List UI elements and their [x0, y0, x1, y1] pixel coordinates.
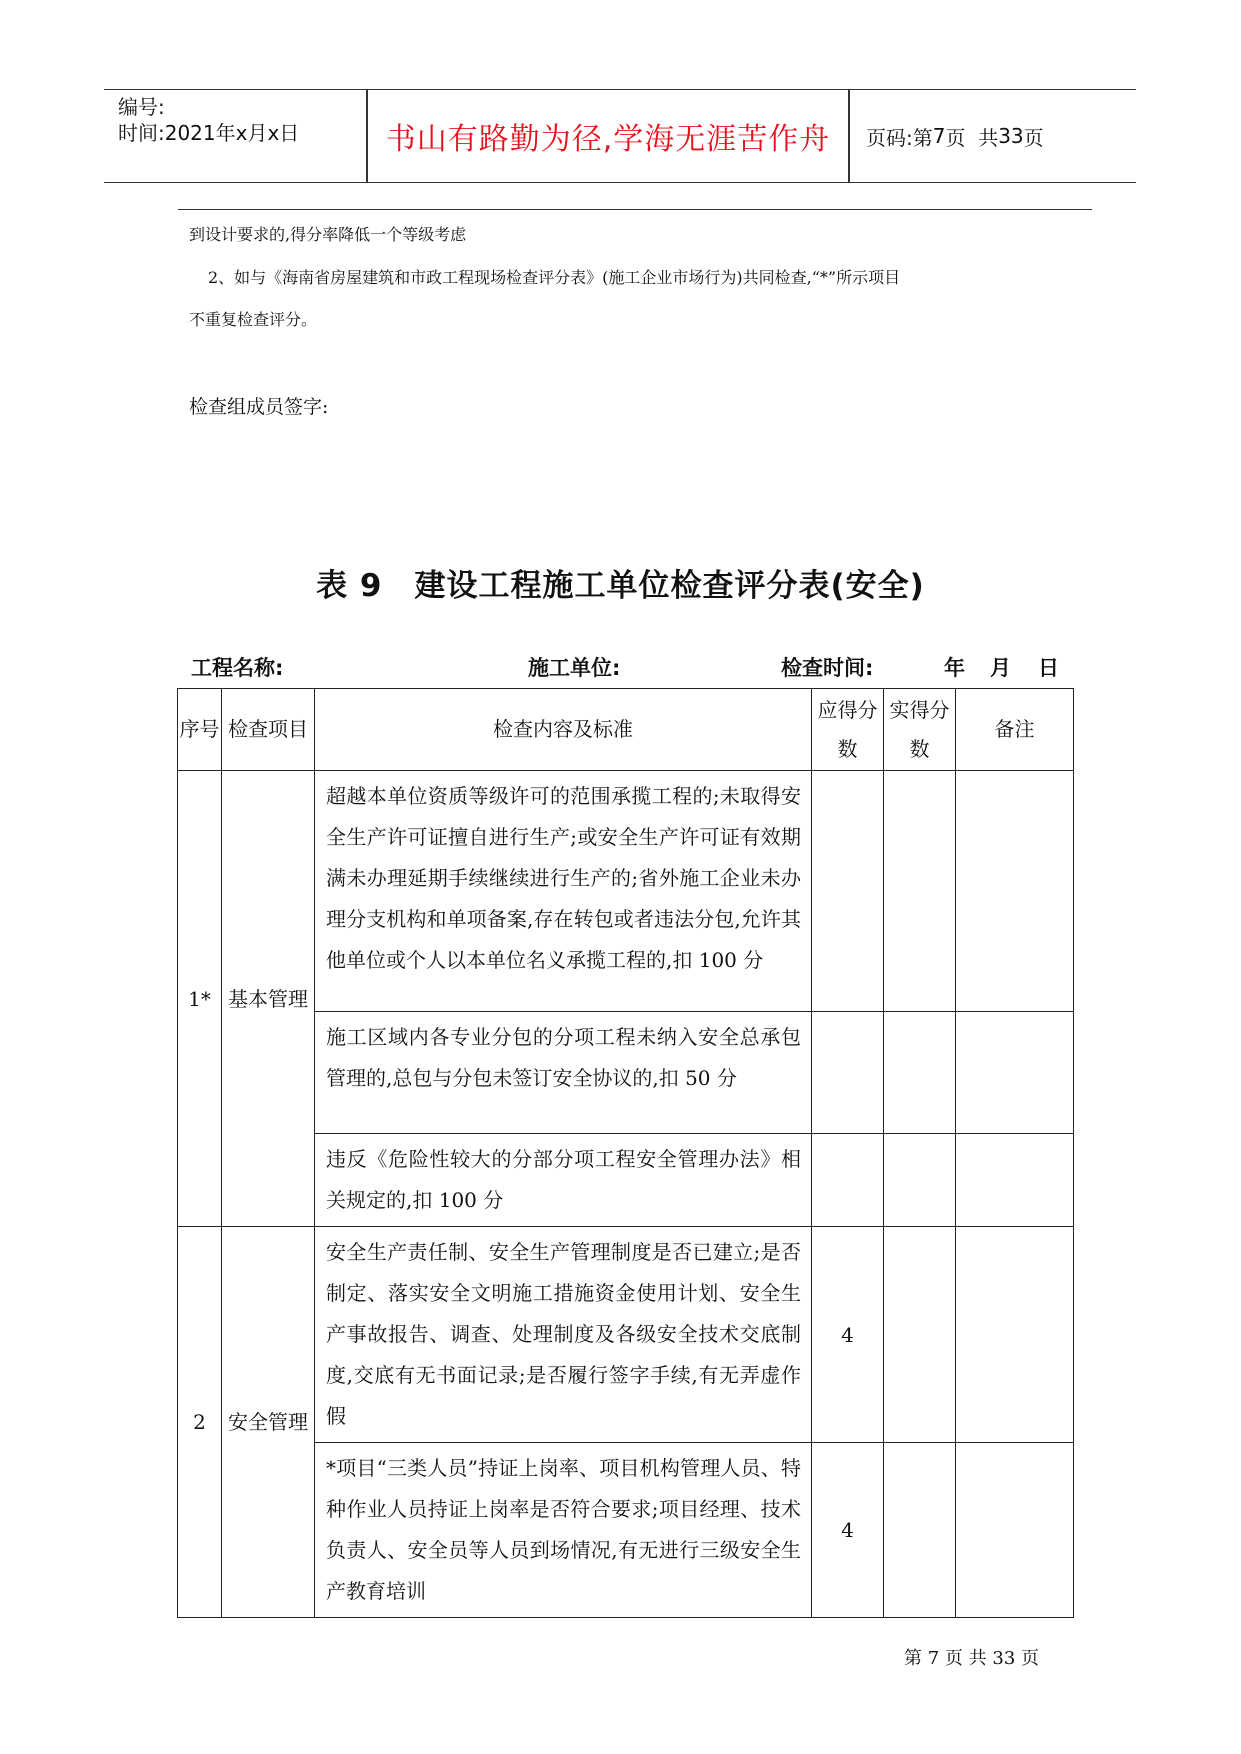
table-header-row: [178, 689, 1074, 771]
page-code-mid: 页 共: [945, 125, 999, 150]
cell-content: 违反《危险性较大的分部分项工程安全管理办法》相关规定的,扣 100 分: [315, 1134, 812, 1227]
footer-page-total: 33: [992, 1648, 1016, 1669]
cell-remark: [956, 1134, 1074, 1227]
cell-actual-score: [884, 1443, 956, 1618]
page-footer: [904, 1644, 1039, 1670]
header-item: 检查项目: [222, 689, 315, 771]
note-line-1: 到设计要求的,得分率降低一个等级考虑: [189, 225, 467, 244]
cell-seq: 2: [178, 1227, 222, 1618]
table-row: [178, 771, 1074, 1012]
header-due-score: 应得分数: [812, 689, 884, 771]
cell-due-score: 4: [812, 1227, 884, 1443]
header-remark: 备注: [956, 689, 1074, 771]
header-actual-score: 实得分数: [884, 689, 956, 771]
cell-due-score: 4: [812, 1443, 884, 1618]
year-label: 年: [944, 656, 965, 680]
project-name-label: 工程名称:: [191, 656, 284, 680]
cell-content: 安全生产责任制、安全生产管理制度是否已建立;是否制定、落实安全文明施工措施资金使用计划、安全生产事故报告、调查、处理制度及各级安全技术交底制度,交底有无书面记录;是否履行签字手续,有无弄虚作假: [315, 1227, 812, 1443]
cell-remark: [956, 1443, 1074, 1618]
cell-seq: 1*: [178, 771, 222, 1227]
footer-prefix: 第: [904, 1648, 922, 1669]
header-content: 检查内容及标准: [315, 689, 812, 771]
page-code-prefix: 页码:第: [866, 125, 933, 150]
header-divider: [848, 90, 850, 182]
cell-content: 超越本单位资质等级许可的范围承揽工程的;未取得安全生产许可证擅自进行生产;或安全生产许可证有效期满未办理延期手续继续进行生产的;省外施工企业未办理分支机构和单项备案,存在转包或者违法分包,允许其他单位或个人以本单位名义承揽工程的,扣 100 分: [315, 771, 812, 1012]
cell-content: 施工区域内各专业分包的分项工程未纳入安全总承包管理的,总包与分包未签订安全协议的,扣 50 分: [315, 1012, 812, 1134]
cell-actual-score: [884, 1134, 956, 1227]
cell-remark: [956, 1012, 1074, 1134]
cell-remark: [956, 771, 1074, 1012]
cell-remark: [956, 1227, 1074, 1443]
cell-actual-score: [884, 1012, 956, 1134]
page-code-total: 33: [998, 124, 1024, 148]
page-header: [104, 89, 1136, 183]
cell-content: *项目“三类人员”持证上岗率、项目机构管理人员、特种作业人员持证上岗率是否符合要求;项目经理、技术负责人、安全员等人员到场情况,有无进行三级安全生产教育培训: [315, 1443, 812, 1618]
cell-due-score: [812, 1012, 884, 1134]
cell-actual-score: [884, 771, 956, 1012]
top-rule: [178, 209, 1092, 210]
page-code-suffix: 页: [1023, 125, 1044, 150]
table-title: 表 9 建设工程施工单位检查评分表(安全): [316, 568, 925, 604]
cell-due-score: [812, 1134, 884, 1227]
document-time-label: 时间:2021年x月x日: [118, 121, 300, 145]
table-row: [178, 1227, 1074, 1443]
contractor-label: 施工单位:: [528, 656, 621, 680]
note-line-2: 2、如与《海南省房屋建筑和市政工程现场检查评分表》(施工企业市场行为)共同检查,“*”所示项目: [208, 268, 901, 287]
day-label: 日: [1038, 656, 1059, 680]
cell-item: 基本管理: [222, 771, 315, 1227]
month-label: 月: [990, 656, 1011, 680]
header-page-code: [866, 90, 1044, 182]
note-line-3: 不重复检查评分。: [189, 310, 318, 329]
header-seq: 序号: [178, 689, 222, 771]
cell-due-score: [812, 771, 884, 1012]
signature-label: 检查组成员签字:: [189, 396, 329, 418]
cell-actual-score: [884, 1227, 956, 1443]
cell-item: 安全管理: [222, 1227, 315, 1618]
footer-suffix: 页: [1021, 1648, 1040, 1669]
check-time-label: 检查时间:: [781, 656, 874, 680]
document-number-label: 编号:: [118, 95, 165, 119]
score-table: [177, 688, 1074, 1618]
page-code-number: 7: [932, 124, 946, 148]
footer-mid: 页 共: [944, 1648, 987, 1669]
footer-page-number: 7: [927, 1648, 940, 1669]
header-motto: 书山有路勤为径,学海无涯苦作舟: [385, 122, 831, 157]
